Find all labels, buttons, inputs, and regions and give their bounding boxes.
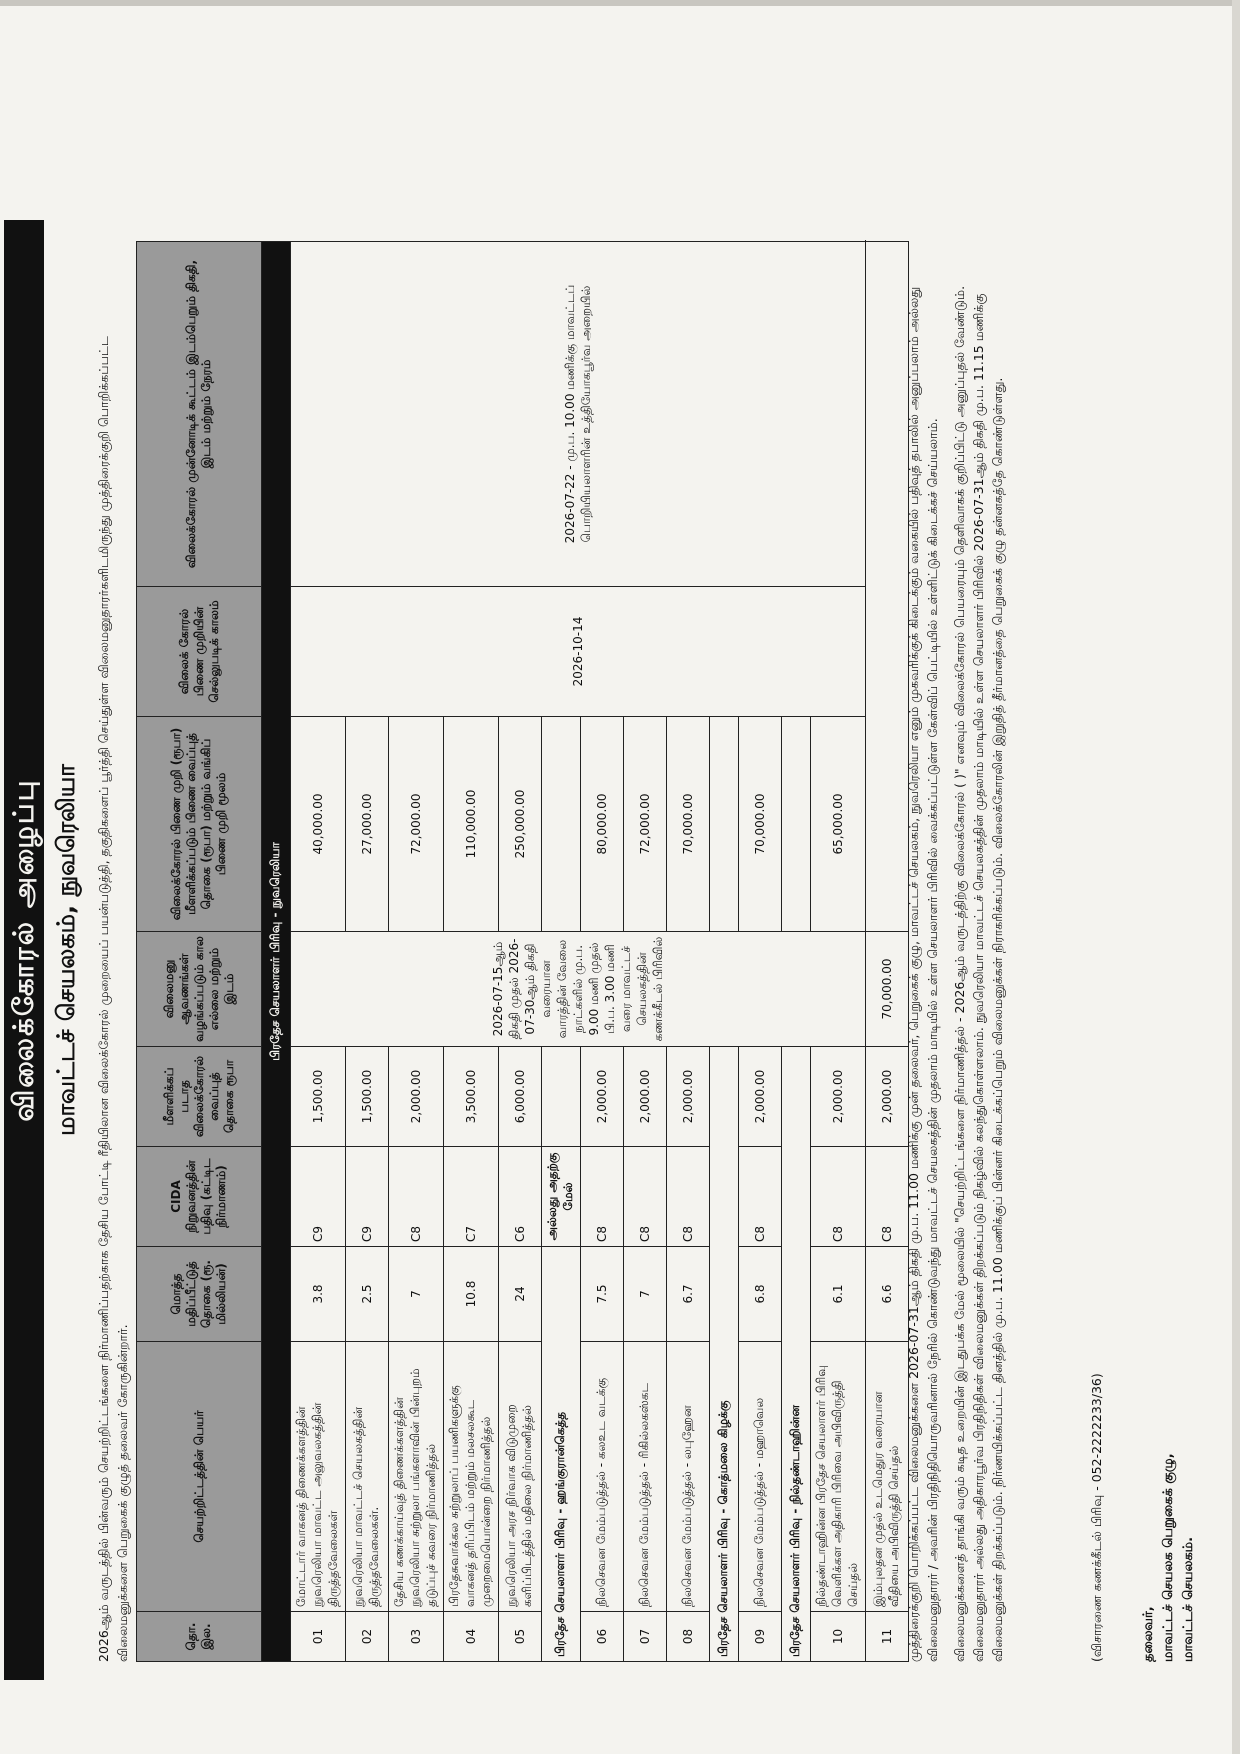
tender-table [136,241,909,1662]
cell-estimate: 6.8 [739,1247,782,1342]
cell-no: 05 [499,1612,542,1662]
cell-fee: 2,000.00 [389,1047,444,1147]
signature-line: தலைவர், [1141,1606,1156,1662]
header-validity: விலைக் கோரல் பிணை முறியின் செல்லுபடிக் காலம் [137,587,262,717]
cell-cida: C6 [499,1147,542,1247]
cell-fee: 2,000.00 [739,1047,782,1147]
cell-estimate: 7 [389,1247,444,1342]
scan-edge [0,0,1240,6]
cell-validity: 2026-10-14 [291,587,866,717]
cell-estimate: 6.1 [811,1247,866,1342]
table-header-row [137,242,262,1662]
cell-security: 70,000.00 [739,717,782,932]
cell-security: 250,000.00 [499,717,542,932]
cell-no: 08 [667,1612,710,1662]
section-row [262,242,291,1662]
cell-security: 70,000.00 [667,717,710,932]
cell-security: 65,000.00 [811,717,866,932]
cell-cida: C9 [291,1147,346,1247]
cell-estimate: 6.6 [866,1247,909,1342]
cell-cida: C8 [667,1147,710,1247]
cell-fee: 2,000.00 [581,1047,624,1147]
cell-project: நுவரெலியா மாவட்டச் செயலகத்தின் திருத்தவேலைகள். [346,1342,389,1612]
cell-fee: 2,000.00 [811,1047,866,1147]
cell-estimate: 10.8 [444,1247,499,1342]
cell-security: 40,000.00 [291,717,346,932]
cell-cida: C8 [581,1147,624,1247]
cell-security: 80,000.00 [581,717,624,932]
cell-fee: 1,500.00 [346,1047,389,1147]
cell-project: தேசிய கணக்காய்வுத் திணைக்களத்தின் நுவரெலியா சுற்றுலா பங்களாவின் பின்புறம் தடுப்புச் சுவரை நிர்மாணித்தல் [389,1342,444,1612]
cell-project: இம்புலதன முதல் உடமெதுர வரையான வீதியை அபிவிருத்தி செய்தல் [866,1342,909,1612]
cell-fee: 3,500.00 [444,1047,499,1147]
cell-security: 72,000.00 [624,717,667,932]
signature-line: மாவட்டச் செயலக பெறுகைக் குழு, [1161,1453,1176,1662]
section-label: பிரதேச செயலாளர் பிரிவு - ஹங்குரான்கெத்த [542,1247,581,1662]
section-label: பிரதேச செயலாளர் பிரிவு - நுவரெலியா [262,242,291,1662]
cell-estimate: 2.5 [346,1247,389,1342]
header-closing: விலைக்கோரல் முன்னோடிக் கூட்டம் இடம்பெறும் திகதி, இடம் மற்றும் நேரம் [137,242,262,587]
cell-estimate: 7.5 [581,1247,624,1342]
cell-security: 27,000.00 [346,717,389,932]
header-no: தொ. இல. [137,1612,262,1662]
cell-estimate: 7 [624,1247,667,1342]
cell-no: 03 [389,1612,444,1662]
cell-security: 72,000.00 [389,717,444,932]
cell-estimate: 3.8 [291,1247,346,1342]
cell-fee: 2,000.00 [667,1047,710,1147]
cell-cida: C8 [624,1147,667,1247]
cell-project: பிரதேசுவாக்கல சுற்றுலாப் பயணிகளுக்கு வாகனத் தரிப்பிடம் மற்றும் மலசலகூட முறைமையொன்றை நிர்மாணித்தல் [444,1342,499,1612]
office-title: மாவட்டச் செயலகம், நுவரெலியா [52,764,80,1136]
cell-fee: 2,000.00 [624,1047,667,1147]
section-label: பிரதேச செயலாளர் பிரிவு - கொத்மலை கிழக்கு [710,1047,739,1662]
header-fee: மீளளிக்கப் படாத விலைக்கோரல் வைப்புத் தொகை ரூபா [137,1047,262,1147]
cida-note: அல்லது அதற்கு மேல் [542,1147,581,1247]
table-row [866,242,909,1662]
cell-no: 06 [581,1612,624,1662]
cell-no: 10 [811,1612,866,1662]
cell-no: 07 [624,1612,667,1662]
notes-section [904,242,1015,1662]
cell-security: 110,000.00 [444,717,499,932]
cell-cida: C8 [866,1147,909,1247]
cell-project: நிலசெவன மேம்படுத்தல் - மஹாவெல [739,1342,782,1612]
cell-no: 02 [346,1612,389,1662]
header-security: விலைக்கோரல் பிணை முறி (ரூபா) மீளளிக்கப்படும் பிணை வைப்புத் தொகை (ரூபா) மற்றும் வங்கிப் பிணை முறி மூலம் [137,717,262,932]
cell-no: 11 [866,1612,909,1662]
cell-cida: C8 [811,1147,866,1247]
rotated-notice [4,220,1234,1680]
signature-line: மாவட்டச் செயலகம். [1181,1536,1196,1662]
cell-fee: 1,500.00 [291,1047,346,1147]
cell-project: நிலசெவன மேம்படுத்தல் - கலஉட வடக்கு [581,1342,624,1612]
section-label: பிரதேச செயலாளர் பிரிவு - நில்தண்டாஹின்ன [782,1047,811,1662]
banner-title: விலைக்கோரல் அழைப்பு [4,220,44,1680]
cell-estimate: 6.7 [667,1247,710,1342]
intro-paragraph: 2026ஆம் வருடத்தில் பின்வரும் செயற்றிட்டங்களை நிர்மாணிப்பதற்காக தேசிய போட்டி ரீதியிலான விலைக்கோரல் முறையைப் பயன்படுத்தி, தகுதிகளைப் பூர்த்தி செய்துள்ள விலைமனுதாரர்களிடமிருந்து முத்திரைக்குறி பொறிக்கப்பட்ட விலைமனுக்களை பெறுகைக் குழுத் தலைவர் கோருகின்றார். [96,336,130,1662]
cell-project: நில்தண்டாஹின்ன பிரதேச செயலாளர் பிரிவு வெளிக்கள அதிகாரி பிரிவை அபிவிருத்தி செய்தல் [811,1342,866,1612]
header-estimate: மொத்த மதிப்பீட்டுத் தொகை (ரூ. மில்லியன்) [137,1247,262,1342]
enquiry-phone: (விசாரணை கணக்கீடல் பிரிவு - 052-2222233/36) [1089,1373,1104,1662]
cell-issue-period: 2026-07-15ஆம் திகதி முதல் 2026-07-30ஆம் திகதி வரையான வாரத்தின் வேலை நாட்களில் மு.ப. 9.00 மணி முதல் பி.ப. 3.00 மணி வரை மாவட்டச் செயலகத்தின் கணக்கீடல் பிரிவில் [291,932,866,1047]
cell-project: நுவரெலியா அரச நிர்வாக விடுமுறை களிப்பிடத்தில் மதிலை நிர்மாணித்தல் [499,1342,542,1612]
cell-cida: C7 [444,1147,499,1247]
cell-estimate: 24 [499,1247,542,1342]
cell-closing: 2026-07-22 - மு.ப. 10.00 மணிக்கு மாவட்டப் பொறியியலாளரின் உத்தியோகபூர்வ அறையில் [291,242,866,587]
notice-page [4,220,1234,1680]
cell-project: நிலசெவன மேம்படுத்தல் - ரிகில்லகஸ்கட [624,1342,667,1612]
signature-block [1139,1453,1199,1662]
cell-fee: 2,000.00 [866,1047,909,1147]
cell-cida: C8 [389,1147,444,1247]
header-issue: விலைமனு ஆவணங்கள் வழங்கப்படும் கால எல்லை மற்றும் இடம் [137,932,262,1047]
cell-security: 70,000.00 [866,932,909,1047]
note-paragraph: முத்திரைக்குறி பொறிக்கப்பட்ட விலைமனுக்களை 2026-07-31ஆம் திகதி மு.ப. 11.00 மணிக்கு முன் தலைவர், பெறுகைக் குழு, மாவட்டச் செயலகம், நுவரெலியா எனும் முகவரிக்குக் கிடைக்கும் வகையில் பதிவுத் தபாலில் அனுப்பலாம் அல்லது விலைமனுதாரர் / அவரின் பிரதிநிதியொருவரினால் நேரில் கொண்டுவந்து மாவட்டச் செயலகத்தின் முதலாம் மாடியில் உள்ள செயலாளர் பிரிவில் வைக்கப்பட்டுள்ள கேள்விப் பெட்டியில் உள்ளிட்டுக் கிடைக்கச் செய்யலாம். [906,286,940,1662]
header-cida: CIDA நிறுவனத்தின் பதிவு (கட்டிட நிர்மாணம்) [137,1147,262,1247]
cell-no: 09 [739,1612,782,1662]
cell-no: 01 [291,1612,346,1662]
cell-no: 04 [444,1612,499,1662]
cell-cida: C9 [346,1147,389,1247]
cell-project: நிலசெவன மேம்படுத்தல் - லபுஹேன [667,1342,710,1612]
cell-fee: 6,000.00 [499,1047,542,1147]
cell-project: மோட்டார் வாகனத் திணைக்களத்தின் நுவரெலியா மாவட்ட அலுவலகத்தின் திருத்தவேலைகள் [291,1342,346,1612]
table-row [291,242,346,1662]
header-project: செயற்றிட்டத்தின் பெயர் [137,1342,262,1612]
cell-cida: C8 [739,1147,782,1247]
note-paragraph: விலைமனுக்களைத் தாங்கி வரும் கடித உறையின் இடதுபக்க மேல் மூலையில் "செயற்றிட்டங்களை நிர்மாணித்தல் - 2026ஆம் வருடத்திற்கு விலைக்கோரல் ( )" எனவும் விலைக்கோரல் பெயரையும் தெளிவாகக் குறிப்பிட்டு அனுப்புதல் வேண்டும். விலைமனுதாரர் அல்லது அதிகாரபூர்வ பிரதிநிதிகள் விலைமனுக்கள் திறக்கப்படும் நிகழ்வில் கலந்துகொள்ளலாம். நுவரெலியா மாவட்டச் செயலகத்தின் முதலாம் மாடியில் உள்ள செயலாளர் பிரிவில் 2026-07-31ஆம் திகதி மு.ப. 11.15 மணிக்கு விலைமனுக்கள் திறக்கப்படும். நிர்ணயிக்கப்பட்ட தினத்தில் மு.ப. 11.00 மணிக்குப் பின்னர் கிடைக்கப்பெறும் விலைமனுக்கள் நிராகரிக்கப்படும். விலைக்கோரலின் இறுதித் தீர்மானத்தை பெறுகைக் குழு தன்னகத்தே கொண்டுள்ளது. [952,285,1005,1662]
